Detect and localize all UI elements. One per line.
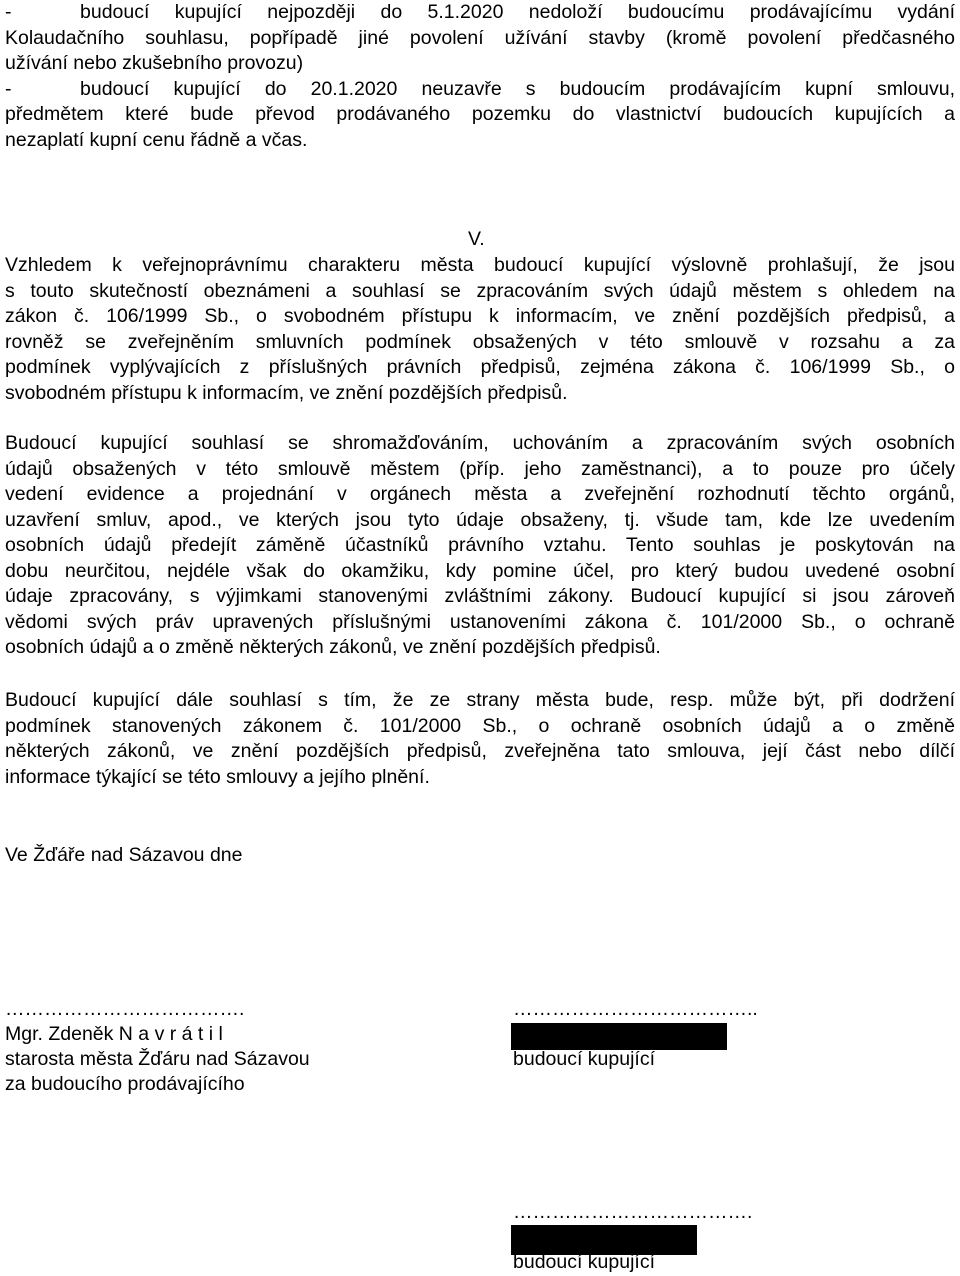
paragraph-line: údaje zpracovány, s výjimkami stanovenými zvláštními zákony. Budoucí kupující si jsou zároveň bbox=[5, 585, 955, 607]
paragraph-line: vedení evidence a projednání v orgánech města a zveřejnění rozhodnutí těchto orgánů, bbox=[5, 483, 955, 505]
place-date-line: Ve Žďáře nad Sázavou dne bbox=[5, 844, 243, 866]
paragraph-line: podmínek stanovených zákonem č. 101/2000 Sb., o ochraně osobních údajů a o změně bbox=[5, 714, 955, 737]
condition-item-2-line: předmětem které bude převod prodávaného pozemku do vlastnictví budoucích kupujících a bbox=[5, 103, 955, 125]
paragraph-line: zákon č. 106/1999 Sb., o svobodném přístupu k informacím, ve znění pozdějších předpisů, a bbox=[5, 305, 955, 327]
paragraph-line: údajů obsažených v této smlouvě městem (příp. jeho zaměstnanci), a to pouze pro účely bbox=[5, 457, 955, 480]
condition-item-2-line: nezaplatí kupní cenu řádně a včas. bbox=[5, 128, 308, 151]
seller-capacity: za budoucího prodávajícího bbox=[5, 1073, 245, 1095]
seller-name: Mgr. Zdeněk N a v r á t i l bbox=[5, 1023, 223, 1045]
seller-signature-dots: ………………………………. bbox=[5, 998, 245, 1020]
buyer2-signature-dots: ………………………………. bbox=[513, 1201, 753, 1223]
paragraph-line: Vzhledem k veřejnoprávnímu charakteru města budoucí kupující výslovně prohlašují, že jsou bbox=[5, 254, 955, 276]
paragraph-line: Budoucí kupující dále souhlasí s tím, že ze strany města bude, resp. může být, při dodržení bbox=[5, 689, 955, 711]
paragraph-line: podmínek vyplývajících z příslušných právních předpisů, zejména zákona č. 106/1999 Sb., o bbox=[5, 356, 955, 378]
seller-role: starosta města Žďáru nad Sázavou bbox=[5, 1048, 310, 1070]
conditions-list bbox=[5, 0, 955, 153]
paragraph-line: svobodném přístupu k informacím, ve znění pozdějších předpisů. bbox=[5, 381, 568, 404]
paragraph-line: některých zákonů, ve znění pozdějších předpisů, zveřejněna tato smlouva, její část nebo dílčí bbox=[5, 740, 955, 762]
paragraph-publication-consent bbox=[5, 688, 955, 790]
paragraph-line: osobních údajů a o změně některých zákonů, ve znění pozdějších předpisů. bbox=[5, 636, 661, 658]
paragraph-line: osobních údajů předejít záměně účastníků právního vztahu. Tento souhlas je poskytován na bbox=[5, 534, 955, 556]
section-heading: V. bbox=[468, 228, 485, 250]
condition-item-2-text: budoucí kupující do 20.1.2020 neuzavře s budoucím prodávajícím kupní smlouvu, bbox=[80, 77, 955, 100]
condition-item-1-line: užívání nebo zkušebního provozu) bbox=[5, 52, 304, 74]
paragraph-line: dobu neurčitou, nejdéle však do okamžiku, kdy pomine účel, pro který budou uvedené osobní bbox=[5, 559, 955, 582]
paragraph-line: uzavření smluv, apod., ve kterých jsou tyto údaje obsaženy, tj. všude tam, kde lze uvedením bbox=[5, 508, 955, 531]
paragraph-line: Budoucí kupující souhlasí se shromažďováním, uchováním a zpracováním svých osobních bbox=[5, 432, 955, 454]
list-dash: - bbox=[5, 1, 12, 23]
condition-item-1-text: budoucí kupující nejpozději do 5.1.2020 nedoloží budoucímu prodávajícímu vydání bbox=[80, 1, 955, 23]
paragraph-line: rovněž se zveřejněním smluvních podmínek obsažených v této smlouvě v rozsahu a za bbox=[5, 330, 955, 353]
paragraph-data-consent-public bbox=[5, 253, 955, 406]
paragraph-line: informace týkající se této smlouvy a jejího plnění. bbox=[5, 765, 430, 788]
paragraph-line: vědomi svých práv upravených příslušnými ustanoveními zákona č. 101/2000 Sb., o ochraně bbox=[5, 610, 955, 633]
paragraph-line: s touto skutečností obeznámeni a souhlasí se zpracováním svých údajů městem s ohledem na bbox=[5, 279, 955, 302]
list-dash: - bbox=[5, 77, 12, 100]
buyer1-role: budoucí kupující bbox=[513, 1048, 656, 1070]
paragraph-personal-data-consent bbox=[5, 431, 955, 661]
buyer1-signature-dots: ……………………………….. bbox=[513, 998, 758, 1020]
redaction-bar bbox=[511, 1023, 727, 1050]
condition-item-1-line: Kolaudačního souhlasu, popřípadě jiné povolení užívání stavby (kromě povolení předčasného bbox=[5, 26, 955, 49]
condition-item-2-first-line bbox=[5, 77, 955, 103]
condition-item-1-first-line bbox=[5, 0, 955, 26]
buyer2-role: budoucí kupující bbox=[513, 1251, 656, 1273]
